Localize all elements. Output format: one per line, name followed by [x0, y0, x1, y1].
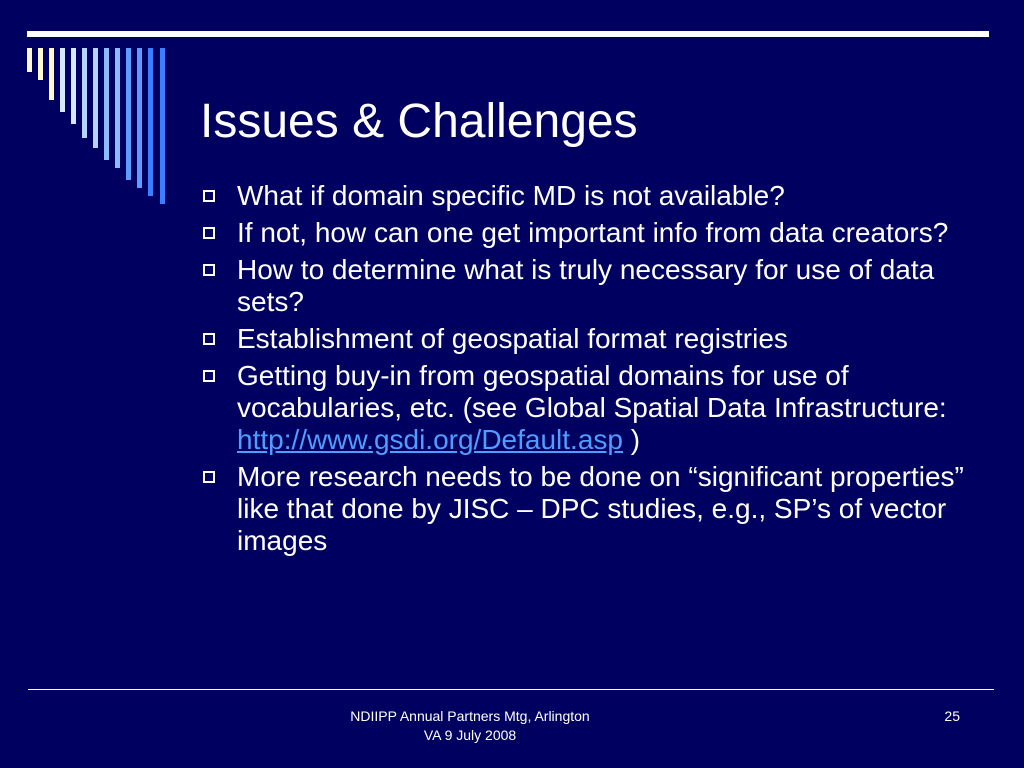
square-bullet-icon	[203, 264, 215, 276]
footer-line-2: VA 9 July 2008	[423, 727, 517, 743]
decorative-stripe	[27, 48, 32, 72]
decorative-stripe	[38, 48, 43, 80]
bullet-item	[200, 323, 970, 355]
page-number: 25	[944, 708, 960, 724]
decorative-stripe	[160, 48, 165, 204]
bullet-item	[200, 461, 970, 557]
decorative-stripes	[27, 48, 167, 208]
bullet-text: What if domain specific MD is not available?	[237, 180, 785, 211]
square-bullet-icon	[203, 190, 215, 202]
bullet-text: If not, how can one get important info from data creators?	[237, 217, 949, 248]
decorative-stripe	[93, 48, 98, 148]
decorative-stripe	[115, 48, 120, 168]
square-bullet-icon	[203, 227, 215, 239]
bottom-rule	[28, 689, 994, 690]
footer-line-1: NDIIPP Annual Partners Mtg, Arlington	[350, 708, 590, 724]
decorative-stripe	[49, 48, 54, 100]
bullet-list	[200, 180, 970, 562]
bullet-item	[200, 360, 970, 456]
square-bullet-icon	[203, 370, 215, 382]
top-rule	[27, 31, 989, 37]
decorative-stripe	[104, 48, 109, 160]
bullet-text: More research needs to be done on “significant properties” like that done by JISC – DPC studies, e.g., SP’s of vector images	[237, 461, 964, 556]
decorative-stripe	[82, 48, 87, 138]
square-bullet-icon	[203, 333, 215, 345]
bullet-text-before-link: Getting buy-in from geospatial domains for use of vocabularies, etc. (see Global Spatial Data Infrastructure:	[237, 360, 947, 423]
footer-text	[345, 707, 595, 745]
bullet-text-after-link: )	[622, 424, 641, 455]
decorative-stripe	[137, 48, 142, 188]
decorative-stripe	[60, 48, 65, 112]
bullet-text: How to determine what is truly necessary for use of data sets?	[237, 254, 935, 317]
square-bullet-icon	[203, 471, 215, 483]
decorative-stripe	[126, 48, 131, 180]
decorative-stripe	[148, 48, 153, 196]
bullet-item	[200, 217, 970, 249]
slide-title: Issues & Challenges	[200, 95, 638, 148]
bullet-text: Establishment of geospatial format registries	[237, 323, 788, 354]
decorative-stripe	[71, 48, 76, 124]
bullet-item	[200, 180, 970, 212]
gsdi-link[interactable]: http://www.gsdi.org/Default.asp	[237, 424, 623, 455]
bullet-item	[200, 254, 970, 318]
